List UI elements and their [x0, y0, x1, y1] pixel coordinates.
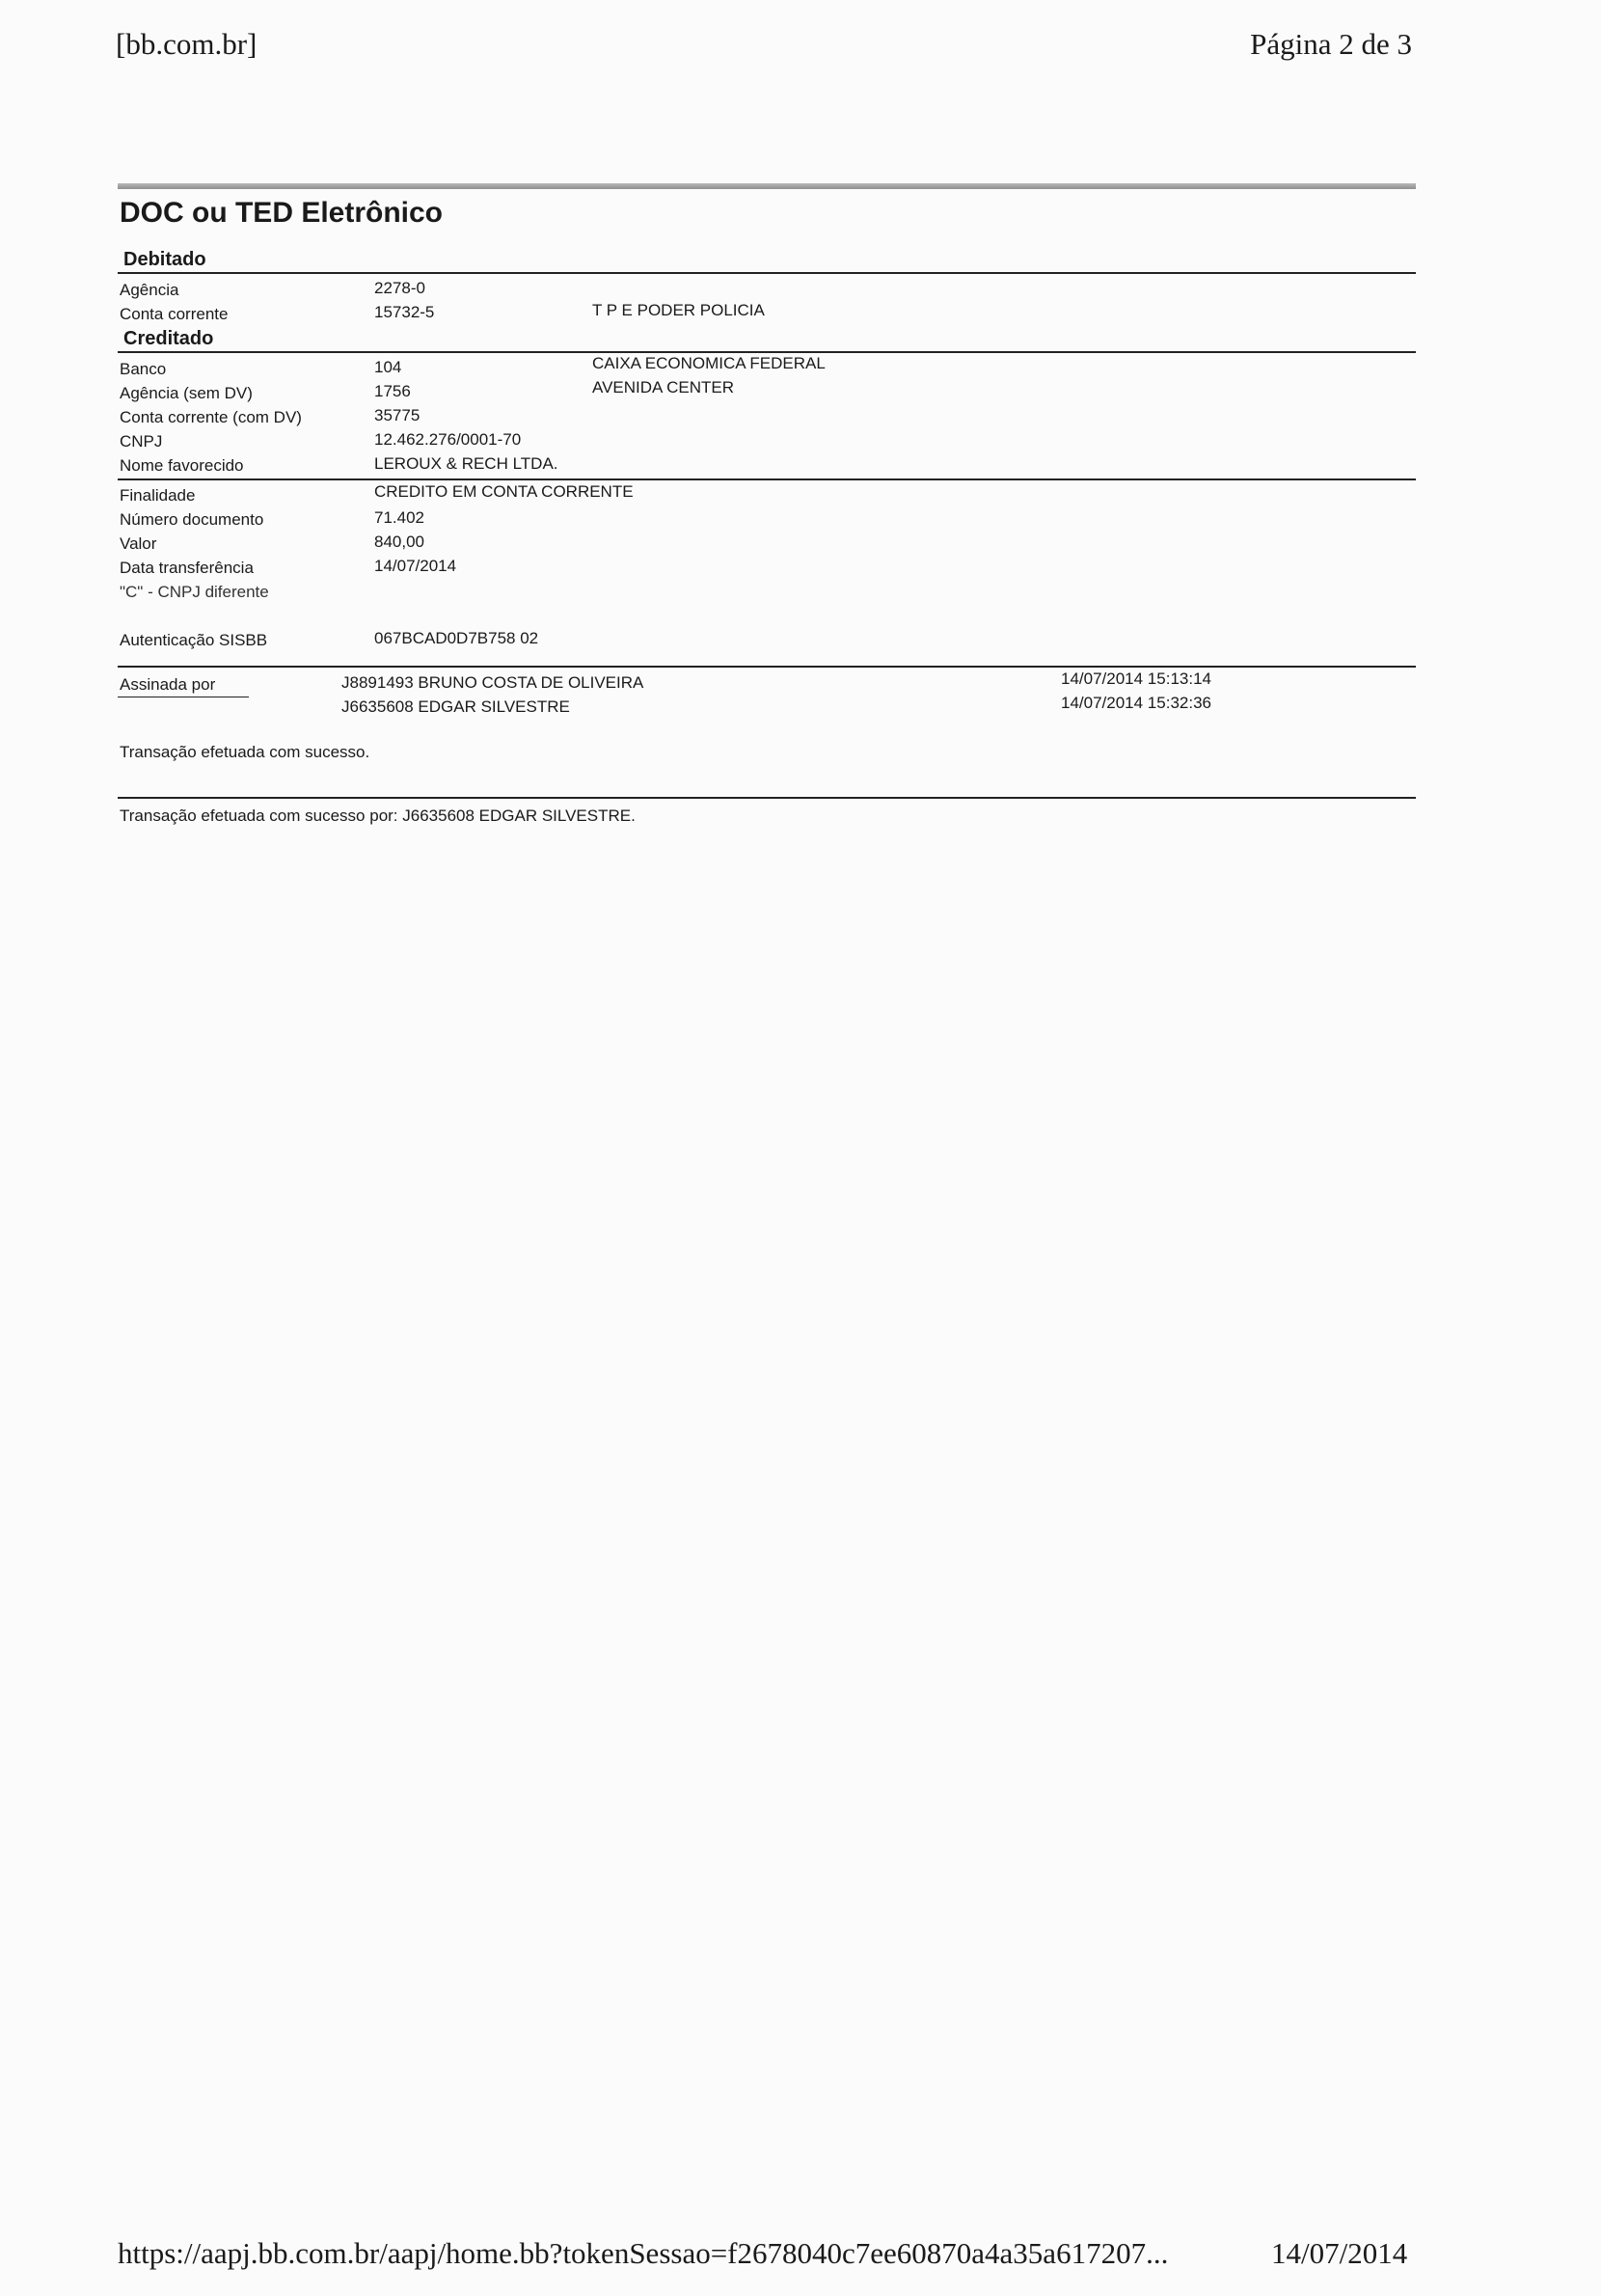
header-page-number: Página 2 de 3: [1250, 27, 1412, 61]
signer-1-date: 14/07/2014 15:13:14: [1061, 670, 1211, 688]
label-data-transferencia: Data transferência: [120, 559, 254, 577]
value-titular-debito: T P E PODER POLICIA: [592, 301, 765, 319]
page-title: DOC ou TED Eletrônico: [120, 197, 444, 229]
value-finalidade: CREDITO EM CONTA CORRENTE: [374, 482, 634, 501]
value-banco: 104: [374, 358, 402, 376]
label-agencia-debito: Agência: [120, 281, 179, 299]
rule-assinaturas: [118, 666, 1416, 668]
rule-status: [118, 797, 1416, 799]
value-cnpj: 12.462.276/0001-70: [374, 430, 522, 449]
label-assinada-por: Assinada por: [120, 675, 216, 694]
value-conta-credito: 35775: [374, 406, 421, 424]
value-agencia-nome: AVENIDA CENTER: [592, 378, 735, 396]
label-banco: Banco: [120, 360, 167, 378]
signer-2-date: 14/07/2014 15:32:36: [1061, 694, 1211, 712]
section-debitado: Debitado: [123, 249, 206, 270]
status-text: Transação efetuada com sucesso.: [120, 743, 370, 761]
label-cnpj: CNPJ: [120, 432, 163, 451]
label-documento: Número documento: [120, 510, 264, 529]
label-conta-debito: Conta corrente: [120, 305, 229, 323]
title-top-bar: [118, 183, 1416, 189]
label-favorecido: Nome favorecido: [120, 456, 244, 475]
value-banco-nome: CAIXA ECONOMICA FEDERAL: [592, 354, 826, 372]
rule-detalhes: [118, 478, 1416, 480]
section-creditado: Creditado: [123, 328, 214, 349]
label-conta-credito: Conta corrente (com DV): [120, 408, 302, 426]
signer-1-name: J8891493 BRUNO COSTA DE OLIVEIRA: [341, 673, 644, 692]
signer-2-name: J6635608 EDGAR SILVESTRE: [341, 697, 570, 716]
value-conta-debito: 15732-5: [374, 303, 435, 321]
footer-date: 14/07/2014: [1271, 2236, 1408, 2270]
rule-creditado: [118, 351, 1416, 353]
label-finalidade: Finalidade: [120, 486, 196, 505]
footer-url: https://aapj.bb.com.br/aapj/home.bb?tokenSessao=f2678040c7ee60870a4a35a617207...: [118, 2236, 1169, 2270]
note-cnpj-diferente: "C" - CNPJ diferente: [120, 583, 269, 601]
value-autenticacao: 067BCAD0D7B758 02: [374, 629, 539, 647]
value-favorecido: LEROUX & RECH LTDA.: [374, 454, 558, 473]
status-executed-by: Transação efetuada com sucesso por: J6635608 EDGAR SILVESTRE.: [120, 806, 636, 825]
value-valor: 840,00: [374, 533, 424, 551]
header-site: [bb.com.br]: [116, 27, 258, 61]
value-data-transferencia: 14/07/2014: [374, 557, 457, 575]
label-agencia-credito: Agência (sem DV): [120, 384, 253, 402]
value-documento: 71.402: [374, 508, 424, 527]
label-autenticacao: Autenticação SISBB: [120, 631, 268, 649]
value-agencia-credito: 1756: [374, 382, 411, 400]
label-valor: Valor: [120, 534, 157, 553]
value-agencia-debito: 2278-0: [374, 279, 425, 297]
rule-debitado: [118, 272, 1416, 274]
